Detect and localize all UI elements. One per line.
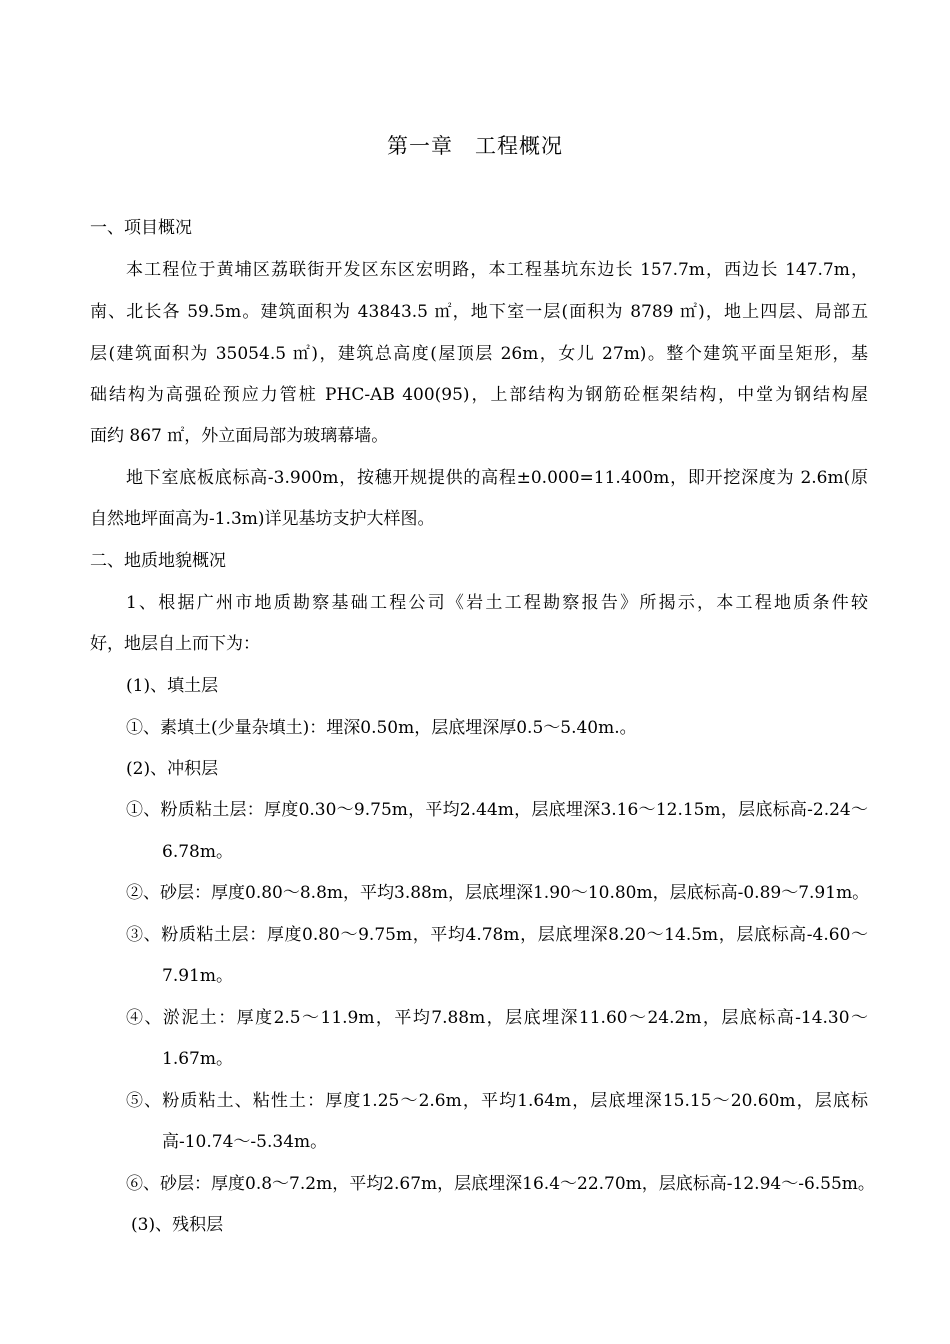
geology-heading: 二、地质地貌概况	[90, 551, 226, 571]
layer-item: ①、素填土(少量杂填土)：埋深0.50m，层底埋深厚0.5～5.40m.。	[126, 718, 637, 738]
paragraph-line: 自然地坪面高为-1.3m)详见基坊支护大样图。	[90, 509, 435, 529]
paragraph-line: 地下室底板底标高-3.900m，按穗开规提供的高程±0.000=11.400m，即开挖深度为 2.6m(原	[126, 468, 868, 488]
layer-item-continuation: 1.67m。	[162, 1049, 233, 1069]
paragraph-line: 面约 867 ㎡，外立面局部为玻璃幕墙。	[90, 426, 389, 446]
layer-item-continuation: 7.91m。	[162, 966, 233, 986]
paragraph-line: 1、根据广州市地质勘察基础工程公司《岩土工程勘察报告》所揭示，本工程地质条件较	[126, 593, 868, 613]
paragraph-line: 础结构为高强砼预应力管桩 PHC-AB 400(95)，上部结构为钢筋砼框架结构，中堂为钢结构屋	[90, 385, 868, 405]
chapter-title	[0, 130, 950, 160]
paragraph-line: 南、北长各 59.5m。建筑面积为 43843.5 ㎡，地下室一层(面积为 8789 ㎡)，地上四层、局部五	[90, 302, 868, 322]
residual-layer-heading: (3)、残积层	[131, 1215, 224, 1235]
alluvial-layer-heading: (2)、冲积层	[126, 759, 219, 779]
layer-item-continuation: 6.78m。	[162, 842, 233, 862]
layer-item: ①、粉质粘土层：厚度0.30～9.75m，平均2.44m，层底埋深3.16～12.15m，层底标高-2.24～	[126, 800, 868, 820]
fill-layer-heading: (1)、填土层	[126, 676, 219, 696]
layer-item: ⑤、粉质粘土、粘性土：厚度1.25～2.6m，平均1.64m，层底埋深15.15～20.60m，层底标	[126, 1091, 868, 1111]
layer-item-continuation: 高-10.74～-5.34m。	[162, 1132, 328, 1152]
paragraph-line: 好，地层自上而下为：	[90, 634, 260, 654]
chapter-name: 工程概况	[475, 134, 563, 158]
project-overview-heading: 一、项目概况	[90, 218, 192, 238]
layer-item: ②、砂层：厚度0.80～8.8m，平均3.88m，层底埋深1.90～10.80m，层底标高-0.89～7.91m。	[126, 883, 870, 903]
paragraph-line: 层(建筑面积为 35054.5 ㎡)，建筑总高度(屋顶层 26m，女儿 27m)。整个建筑平面呈矩形，基	[90, 344, 868, 364]
chapter-number: 第一章	[387, 134, 453, 158]
layer-item: ③、粉质粘土层：厚度0.80～9.75m，平均4.78m，层底埋深8.20～14.5m，层底标高-4.60～	[126, 925, 868, 945]
paragraph-line: 本工程位于黄埔区荔联街开发区东区宏明路，本工程基坑东边长 157.7m，西边长 147.7m，	[126, 260, 868, 280]
layer-item: ⑥、砂层：厚度0.8～7.2m，平均2.67m，层底埋深16.4～22.70m，层底标高-12.94～-6.55m。	[126, 1174, 875, 1194]
layer-item: ④、淤泥土：厚度2.5～11.9m，平均7.88m，层底埋深11.60～24.2m，层底标高-14.30～	[126, 1008, 868, 1028]
